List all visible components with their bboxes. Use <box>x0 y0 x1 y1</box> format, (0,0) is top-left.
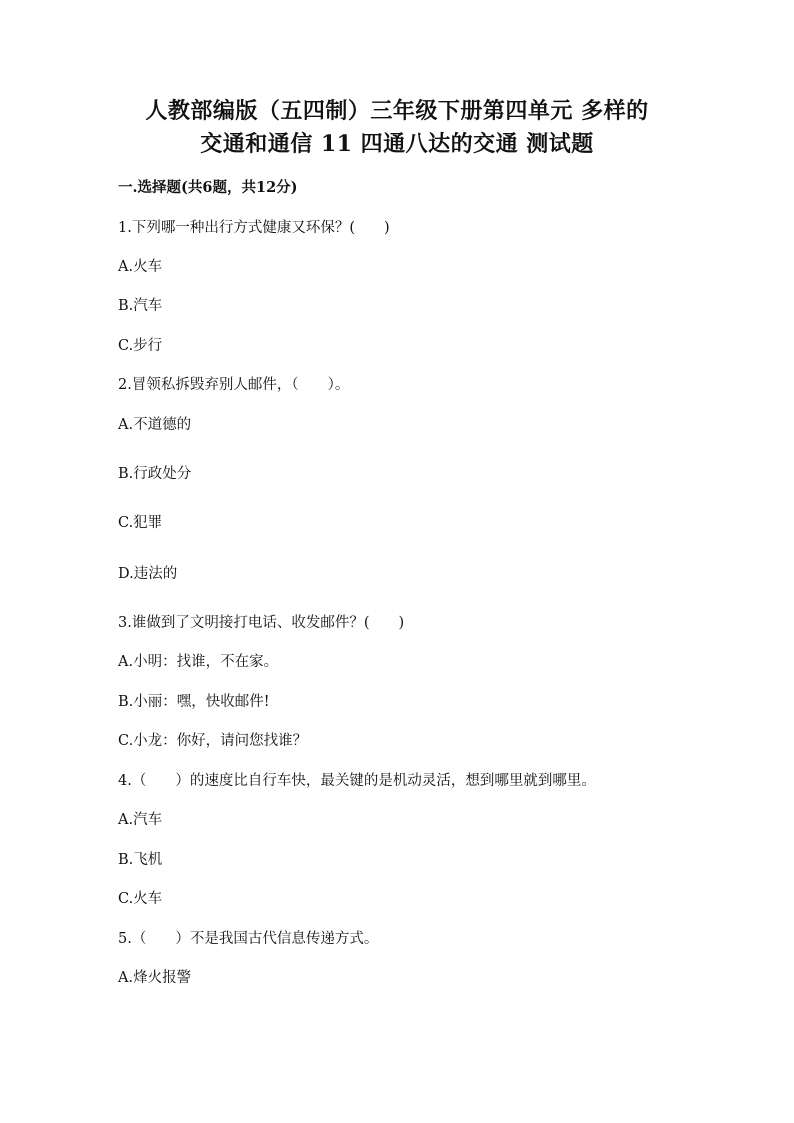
question-5-stem: 5.（ ）不是我国古代信息传递方式。 <box>118 931 379 947</box>
question-2-option-d: D.违法的 <box>118 566 178 582</box>
question-1-option-c: C.步行 <box>118 338 163 354</box>
question-1-option-a: A.火车 <box>118 259 163 275</box>
question-3-stem: 3.谁做到了文明接打电话、收发邮件？( ) <box>118 615 405 631</box>
question-2-option-a: A.不道德的 <box>118 417 192 433</box>
question-3-option-a: A.小明：找谁，不在家。 <box>118 654 279 670</box>
document-title-line1: 人教部编版（五四制）三年级下册第四单元 多样的 <box>145 98 649 124</box>
question-2-option-c: C.犯罪 <box>118 515 163 531</box>
question-1-stem: 1.下列哪一种出行方式健康又环保？( ) <box>118 220 390 236</box>
question-2-option-b: B.行政处分 <box>118 466 192 482</box>
question-4-stem: 4.（ ）的速度比自行车快，最关键的是机动灵活，想到哪里就到哪里。 <box>118 773 596 789</box>
question-1-option-b: B.汽车 <box>118 298 163 314</box>
section-heading: 一.选择题(共6题，共12分) <box>118 179 298 196</box>
document-title-line2: 交通和通信 11 四通八达的交通 测试题 <box>200 131 594 157</box>
question-2-stem: 2.冒领私拆毁弃别人邮件，（ ）。 <box>118 377 350 393</box>
question-5-option-a: A.烽火报警 <box>118 970 192 986</box>
question-4-option-c: C.火车 <box>118 891 163 907</box>
question-4-option-a: A.汽车 <box>118 812 163 828</box>
question-3-option-c: C.小龙：你好，请问您找谁？ <box>118 733 308 749</box>
question-4-option-b: B.飞机 <box>118 852 163 868</box>
question-3-option-b: B.小丽：嘿，快收邮件! <box>118 694 270 710</box>
